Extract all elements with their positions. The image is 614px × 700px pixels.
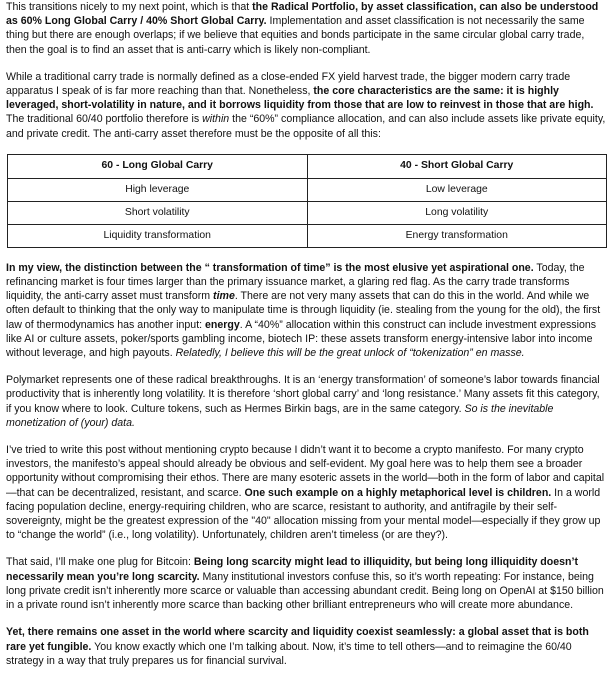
table-row: [8, 224, 607, 247]
text: . A “40%” allocation within this construct can include investment expressions like AI or culture assets, poker/sports gambling income, biotech IP: these assets transform energy-intensive labor into income without leverage, and high payouts.: [6, 318, 597, 360]
bold-text: In my view, the distinction between the “ transformation of time” is the most elusive yet aspirational one.: [6, 261, 534, 274]
paragraph-polymarket: [6, 373, 607, 430]
paragraph-transformation-of-time: [6, 261, 607, 360]
text: That said, I’ll make one plug for Bitcoin:: [6, 556, 194, 569]
italic-text: within: [202, 113, 230, 126]
table-cell: Short volatility: [8, 201, 308, 224]
text: . There are not very many assets that can do this in the world. And while we often default to thinking that the only way to manipulate time is through liquidity (ie. stealing from the young for the old), the first law of thermodynamics has another input:: [6, 290, 601, 331]
italic-text: So is the inevitable monetization of (your) data.: [6, 402, 554, 429]
text: The traditional 60/40 portfolio therefore is: [6, 113, 203, 126]
text: Today, the refinancing market is four times larger than the primary issuance market, a glaring red flag. As the carry trade transforms liquidity, the anti-carry asset must transform: [6, 261, 585, 303]
table-cell: Liquidity transformation: [8, 224, 308, 247]
bold-text: Yet, there remains one asset in the world where scarcity and liquidity coexist seamlessly: a global asset that is both rare yet fungible.: [6, 626, 589, 653]
table-cell: Low leverage: [307, 178, 607, 201]
table-row: [8, 178, 607, 201]
paragraph-bitcoin: [6, 555, 607, 612]
table-header-short-carry: 40 - Short Global Carry: [307, 154, 607, 178]
text: Polymarket represents one of these radical breakthroughs. It is an ‘energy transformation’ of someone’s labor towards financial productivity that is inherently long volatility. It is therefore ‘short global carry’ and ‘long resistance.’ Many assets fit this category, if you know where to look. Culture tokens, such as Hermes Birkin bags, are in the same category.: [6, 374, 600, 415]
paragraph-carry-trade: [6, 70, 607, 141]
bold-text: energy: [205, 318, 240, 331]
text: Implementation and asset classification is not necessarily the same thing but there are enough overlaps; if we believe that equities and bonds participate in the same circular global carry trade, then the goal is to find an asset that is anti-carry which is likely non-compliant.: [6, 15, 585, 56]
table-cell: High leverage: [8, 178, 308, 201]
table-cell: Long volatility: [307, 201, 607, 224]
table-row: [8, 201, 607, 224]
text: You know exactly which one I’m talking about. Now, it’s time to tell others—and to reimagine the 60/40 strategy in a way that truly prepares us for financial survival.: [6, 640, 572, 667]
carry-comparison-table: [7, 154, 607, 248]
text: I’ve tried to write this post without mentioning crypto because I didn’t want it to become a crypto manifesto. For many crypto investors, the manifesto’s appeal should already be obvious and self-evident. My goal here was to help them see a broader opportunity without compromising their ethos. There are many esoteric assets in the world—both in the form of labor and capital—that can be decentralized, resistant, and scarce.: [6, 444, 605, 499]
table-header-row: [8, 154, 607, 178]
paragraph-portfolio-classification: [6, 0, 607, 57]
text: In a world facing population decline, energy-requiring children, who are scarce, resistant to authority, and antifragile by their self-sovereignty, might be the greatest expression of the "40" allocation missing from your mental model—especially if they grow up to “change the world” (i.e., long volatility). Unfortunately, children aren’t timeless (or are they?).: [6, 486, 601, 542]
bold-text: Being long scarcity might lead to illiquidity, but being long illiquidity doesn’t necessarily mean you’re long scarcity.: [6, 556, 578, 583]
table-cell: Energy transformation: [307, 224, 607, 247]
text: While a traditional carry trade is normally defined as a close-ended FX yield harvest trade, the bigger modern carry trade apparatus I speak of is far more reaching than that. Nonetheless,: [6, 70, 571, 98]
table-header-long-carry: 60 - Long Global Carry: [8, 154, 308, 178]
text: Many institutional investors confuse this, so it’s worth repeating: For instance, being long private credit isn’t inherently more scarce or valuable than accessing abundant credit. Being long on OpenAI at $150 billion in a private round isn’t inherently more scarce than backing other brilliant entrepreneurs who will create more abundance.: [6, 570, 604, 612]
bold-text: the Radical Portfolio, by asset classification, can also be understood as 60% Long Global Carry / 40% Short Global Carry.: [6, 1, 599, 28]
bold-text: the core characteristics are the same: it is highly leveraged, short-volatility in nature, and it borrows liquidity from those that are low to reinvest in those that are high.: [6, 85, 594, 112]
paragraph-conclusion: [6, 625, 607, 668]
text: the “60%” compliance allocation, and can also include assets like private equity, and private credit. The anti-carry asset therefore must be the opposite of all this:: [6, 113, 606, 140]
bold-italic-text: time: [213, 290, 235, 303]
bold-text: One such example on a highly metaphorical level is children.: [244, 486, 552, 499]
text: This transitions nicely to my next point, which is that: [6, 1, 253, 13]
italic-text: Relatedly, I believe this will be the great unlock of “tokenization” en masse.: [175, 347, 525, 360]
paragraph-crypto: [6, 443, 607, 542]
